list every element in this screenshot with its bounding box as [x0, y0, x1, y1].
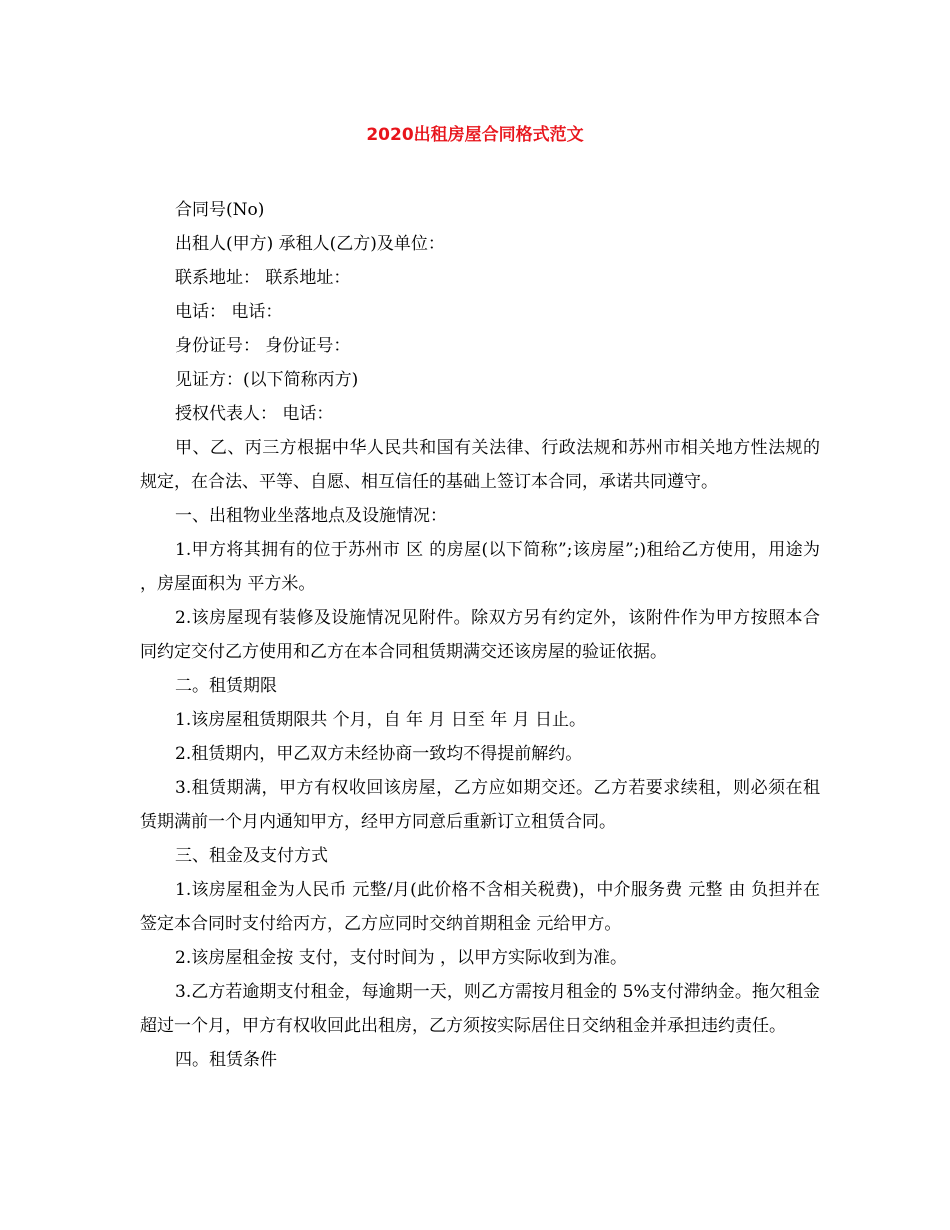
paragraph-witness: 见证方：(以下简称丙方): [175, 370, 359, 390]
paragraph-parties: 出租人(甲方) 承租人(乙方)及单位：: [175, 234, 445, 254]
paragraph-1-2: 2.该房屋现有装修及设施情况见附件。除双方另有约定外，该附件作为甲方按照本合同约定交付乙方使用和乙方在本合同租赁期满交还该房屋的验证依据。: [140, 608, 820, 662]
paragraph-id-number: 身份证号： 身份证号：: [175, 336, 351, 356]
paragraph-phone: 电话： 电话：: [175, 302, 283, 322]
paragraph-2-2: 2.租赁期内，甲乙双方未经协商一致均不得提前解约。: [175, 744, 583, 764]
section-heading-1: 一、出租物业坐落地点及设施情况：: [175, 506, 447, 526]
document-body: [140, 193, 820, 1077]
section-heading-4: 四。租赁条件: [175, 1050, 277, 1070]
paragraph-2-3: 3.租赁期满，甲方有权收回该房屋，乙方应如期交还。乙方若要求续租，则必须在租赁期满前一个月内通知甲方，经甲方同意后重新订立租赁合同。: [140, 778, 820, 832]
document-title: 2020出租房屋合同格式范文: [366, 125, 584, 145]
paragraph-2-1: 1.该房屋租赁期限共 个月，自 年 月 日至 年 月 日止。: [175, 710, 587, 730]
section-heading-2: 二。租赁期限: [175, 676, 277, 696]
paragraph-authorized-rep: 授权代表人： 电话：: [175, 404, 334, 424]
paragraph-preamble: 甲、乙、丙三方根据中华人民共和国有关法律、行政法规和苏州市相关地方性法规的规定，在合法、平等、自愿、相互信任的基础上签订本合同，承诺共同遵守。: [140, 438, 820, 492]
paragraph-1-1: 1.甲方将其拥有的位于苏州市 区 的房屋(以下简称”;该房屋”;)租给乙方使用，用途为 ，房屋面积为 平方米。: [140, 540, 820, 594]
paragraph-contract-number: 合同号(No): [175, 200, 265, 220]
paragraph-3-1: 1.该房屋租金为人民币 元整/月(此价格不含相关税费)，中介服务费 元整 由 负担并在签定本合同时支付给丙方，乙方应同时交纳首期租金 元给甲方。: [140, 880, 820, 934]
paragraph-address: 联系地址： 联系地址：: [175, 268, 351, 288]
paragraph-3-3: 3.乙方若逾期支付租金，每逾期一天，则乙方需按月租金的 5%支付滞纳金。拖欠租金超过一个月，甲方有权收回此出租房，乙方须按实际居住日交纳租金并承担违约责任。: [140, 982, 820, 1036]
paragraph-3-2: 2.该房屋租金按 支付，支付时间为 ，以甲方实际收到为准。: [175, 948, 628, 968]
section-heading-3: 三、租金及支付方式: [175, 846, 328, 866]
